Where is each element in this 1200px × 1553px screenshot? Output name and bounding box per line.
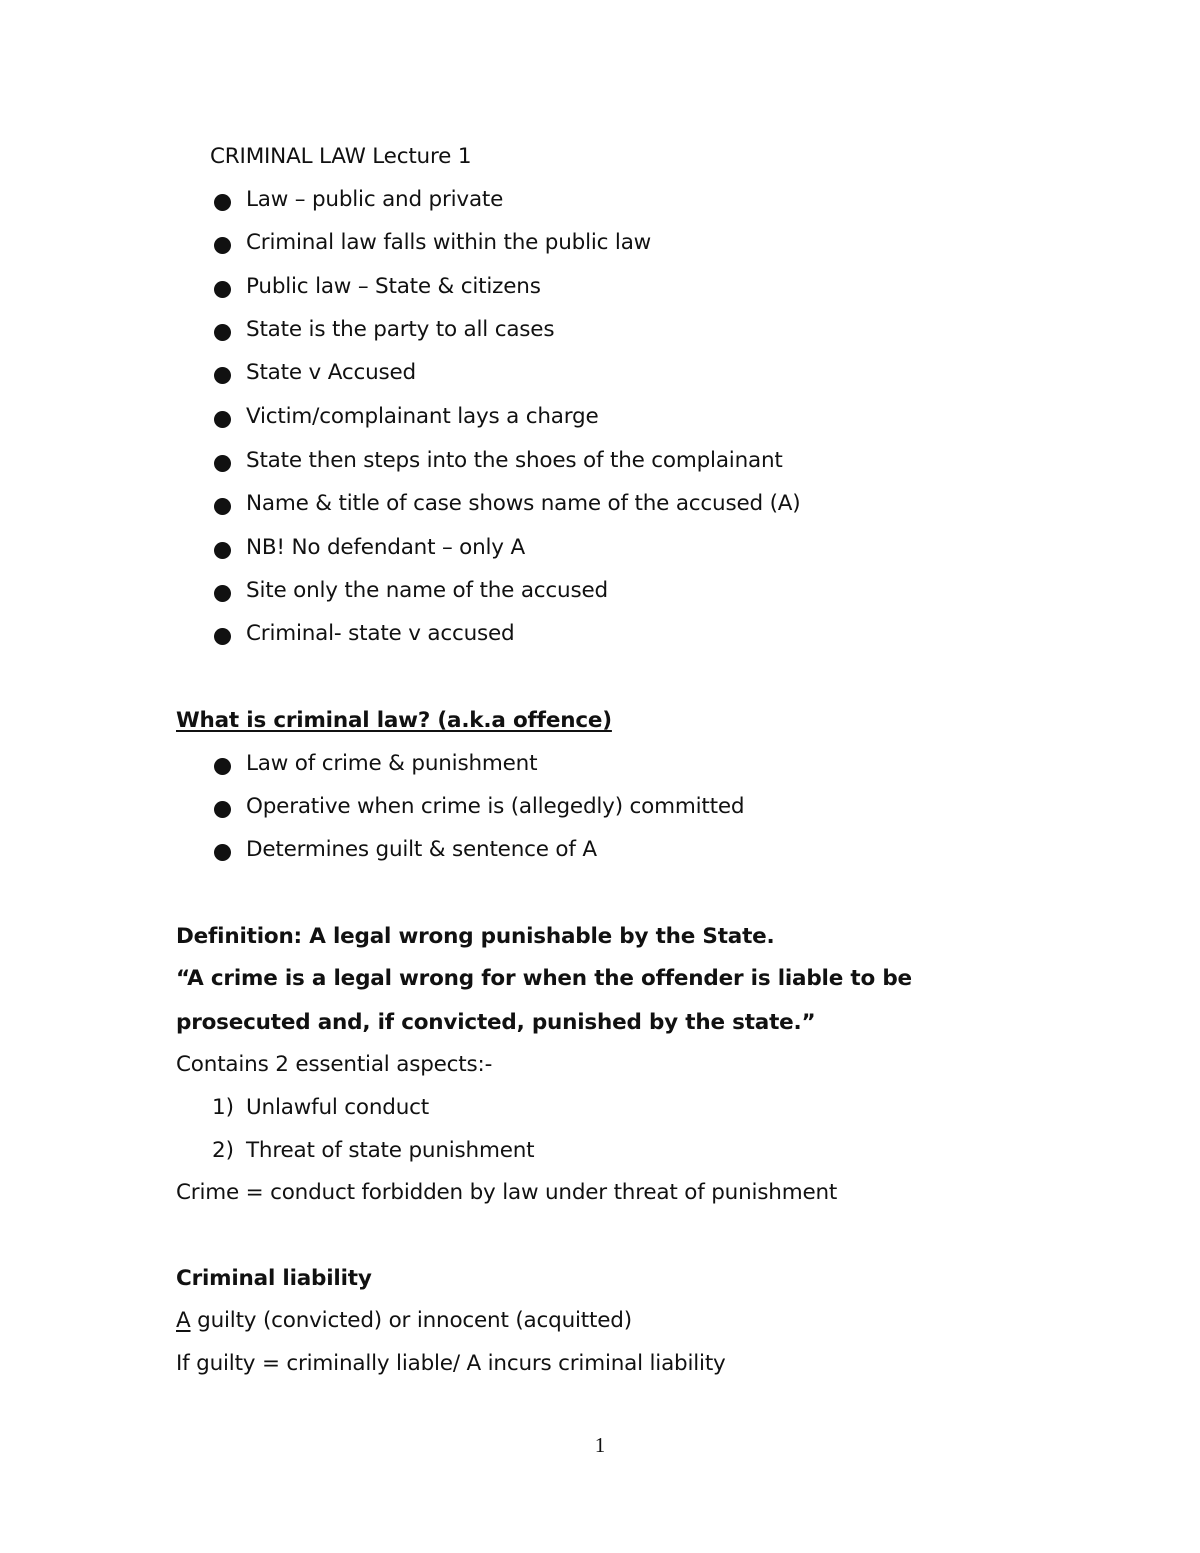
liability-line-2: If guilty = criminally liable/ A incurs criminal liability (176, 1351, 726, 1376)
bullet-icon (214, 585, 231, 602)
bullet-icon (214, 237, 231, 254)
definition-quote-line-2: prosecuted and, if convicted, punished by the state.” (176, 1010, 816, 1035)
definition-line: Definition: A legal wrong punishable by the State. (176, 924, 775, 949)
essential-aspects-intro: Contains 2 essential aspects:- (176, 1052, 493, 1077)
bullet-icon (214, 498, 231, 515)
list-number: 2) (212, 1138, 235, 1163)
bullet-icon (214, 801, 231, 818)
page-number: 1 (594, 1433, 606, 1457)
accused-abbreviation: A (176, 1308, 191, 1333)
document-title: CRIMINAL LAW Lecture 1 (210, 144, 472, 169)
definition-quote-line-1: “A crime is a legal wrong for when the offender is liable to be (176, 966, 912, 991)
list-number: 1) (212, 1095, 235, 1120)
bullet-icon (214, 194, 231, 211)
bullet-icon (214, 281, 231, 298)
crime-definition-equation: Crime = conduct forbidden by law under threat of punishment (176, 1180, 838, 1205)
bullet-icon (214, 844, 231, 861)
document-page: CRIMINAL LAW Lecture 1 Law – public and private Criminal law falls within the public law Public law – State & citizens State is the party to all cases State v Accused Victim/complainant lays a charge State then steps into the shoes of the complainant Name & title of case shows name of the accused (A) NB! No defendant – only A Site only the name of the accused Criminal- state v accused What is criminal law? (a.k.a offence) Law of crime & punishment Operative when crime is (allegedly) committed Determines guilt & sentence of A Definition: A legal wrong punishable by the State. “A crime is a legal wrong for when the offender is liable to be prosecuted and, if convicted, punished by the state.” Contains 2 essential aspects:- 1) Unlawful conduct 2) Threat of state punishment Crime = conduct forbidden by law under threat of punishment Criminal liability A guilty (convicted) or innocent (acquitted) If guilty = criminally liable/ A incurs criminal liability 1 (0, 0, 1200, 1553)
liability-line-1: A guilty (convicted) or innocent (acquitted) (176, 1308, 632, 1333)
bullet-icon (214, 411, 231, 428)
bullet-icon (214, 367, 231, 384)
bullet-icon (214, 628, 231, 645)
bullet-icon (214, 542, 231, 559)
section-heading-what-is-criminal-law: What is criminal law? (a.k.a offence) (176, 708, 612, 733)
bullet-icon (214, 455, 231, 472)
bullet-icon (214, 324, 231, 341)
section-heading-criminal-liability: Criminal liability (176, 1266, 372, 1291)
bullet-icon (214, 758, 231, 775)
